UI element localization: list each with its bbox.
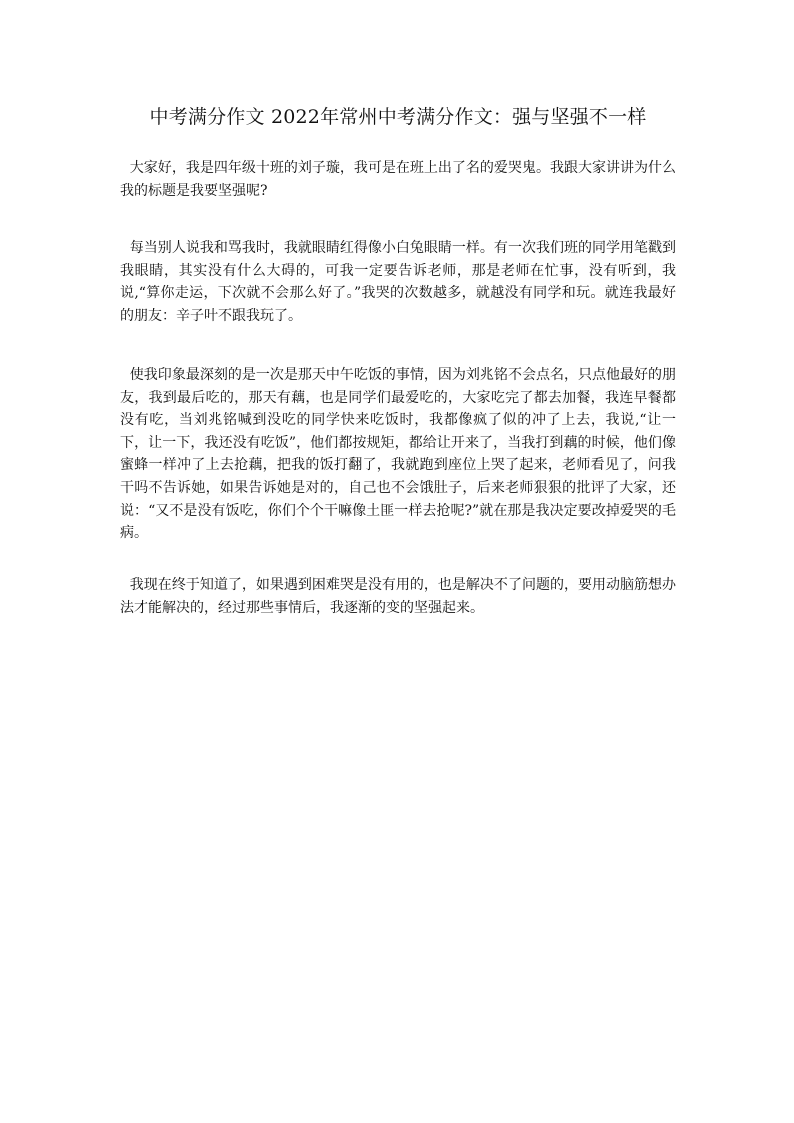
paragraph-2: 每当别人说我和骂我时，我就眼睛红得像小白兔眼睛一样。有一次我们班的同学用笔戳到我眼睛，其实没有什么大碍的，可我一定要告诉老师，那是老师在忙事，没有听到，我说,“算你走运，下次就不会那么好了。”我哭的次数越多，就越没有同学和玩。就连我最好的朋友：辛子叶不跟我玩了。 bbox=[120, 240, 676, 324]
paragraph-1: 大家好，我是四年级十班的刘子璇，我可是在班上出了名的爱哭鬼。我跟大家讲讲为什么我的标题是我要坚强呢? bbox=[120, 160, 676, 199]
paragraph-3: 使我印象最深刻的是一次是那天中午吃饭的事情，因为刘兆铭不会点名，只点他最好的朋友，我到最后吃的，那天有藕，也是同学们最爱吃的，大家吃完了都去加餐，我连早餐都没有吃，当刘兆铭喊到没吃的同学快来吃饭时，我都像疯了似的冲了上去，我说,“让一下，让一下，我还没有吃饭”，他们都按规矩，都给让开来了，当我打到藕的时候，他们像蜜蜂一样冲了上去抢藕，把我的饭打翻了，我就跑到座位上哭了起来，老师看见了，问我干吗不告诉她，如果告诉她是对的，自己也不会饿肚子，后来老师狠狠的批评了大家，还说：“又不是没有饭吃，你们个个干嘛像土匪一样去抢呢?”就在那是我决定要改掉爱哭的毛病。 bbox=[120, 367, 676, 542]
document-title: 中考满分作文 2022年常州中考满分作文：强与坚强不一样 bbox=[149, 106, 647, 128]
paragraph-4: 我现在终于知道了，如果遇到困难哭是没有用的，也是解决不了问题的，要用动脑筋想办法才能解决的，经过那些事情后，我逐渐的变的坚强起来。 bbox=[120, 577, 676, 616]
